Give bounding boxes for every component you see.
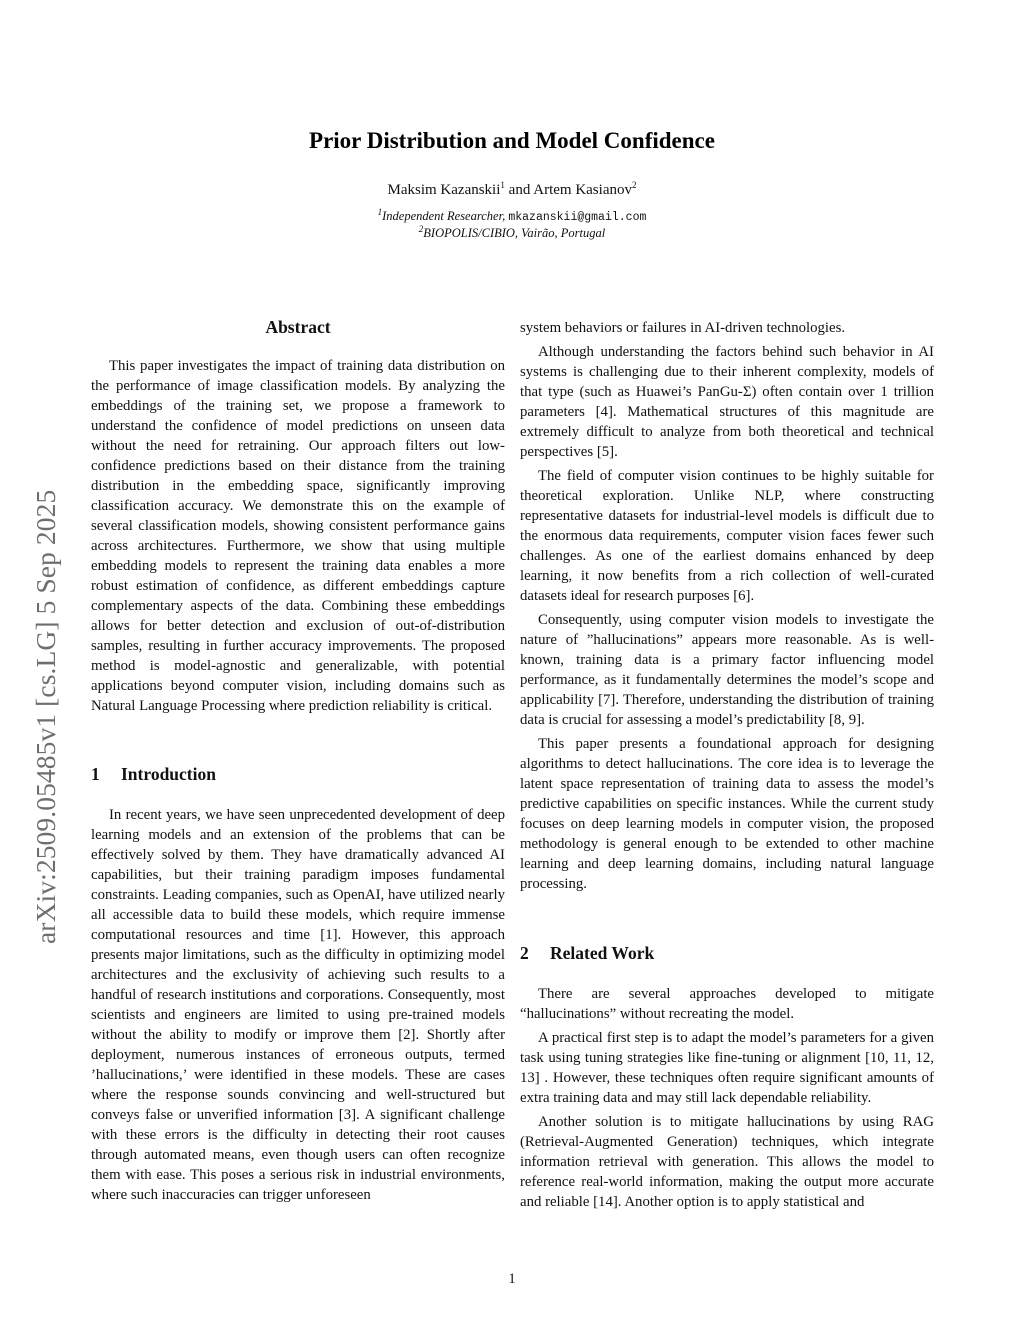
paragraph: system behaviors or failures in AI-driven technologies. (520, 320, 846, 336)
abstract-text: This paper investigates the impact of training data distribution on the performance of image classification models. By analyzing the embeddings of the training set, we propose a framework to understand the confidence of model predictions on unseen data without the need for retraining. Our approach filters out low-confidence predictions based on their distance from the training distribution in the embedding space, significantly improving classification accuracy. We demonstrate this on the example of several classification models, showing consistent performance gains across architectures. Furthermore, we show that using multiple embedding models to represent the training data enables a more robust estimation of confidence, as different embeddings capture complementary aspects of the data. Combining these embeddings allows for better detection and exclusion of out-of-distribution samples, resulting in further accuracy improvements. The proposed method is model-agnostic and generalizable, with potential applications beyond computer vision, including domains such as Natural Language Processing where prediction reliability is critical. (91, 358, 505, 714)
affiliation-name: BIOPOLIS/CIBIO, Vairão, Portugal (423, 226, 606, 240)
paragraph: A practical first step is to adapt the model’s parameters for a given task using tuning strategies like fine-tuning or alignment [10, 11, 12, 13] . However, these techniques often require significant amounts of extra training data and may still lack dependable reliability. (520, 1030, 934, 1106)
paragraph: Consequently, using computer vision models to investigate the nature of ”hallucinations” appears more reasonable. As is well-known, training data is a primary factor influencing model performance, as it fundamentally determines the model’s scope and applicability [7]. Therefore, understanding the distribution of training data is crucial for assessing a model’s predictability [8, 9]. (520, 612, 934, 728)
section-title: Introduction (121, 764, 216, 784)
author-conjunction: and (504, 182, 534, 198)
related-work-section (520, 942, 934, 1212)
affiliation-marker: 2 (631, 180, 637, 190)
email-link[interactable]: mkazanskii@gmail.com (508, 211, 647, 224)
paragraph: The field of computer vision continues to be highly suitable for theoretical exploration. Unlike NLP, where constructing representative datasets for industrial-level models is difficult due to the enormous data requirements, computer vision faces fewer such challenges. As one of the earliest domains enhanced by deep learning, it now benefits from a rich collection of well-curated datasets ideal for research purposes [6]. (520, 468, 934, 604)
paragraph: Although understanding the factors behind such behavior in AI systems is challenging due to their inherent complexity, models of that type (such as Huawei’s PanGu-Σ) often contain over 1 trillion parameters [4]. Mathematical structures of this magnitude are extremely difficult to analyze from both theoretical and technical perspectives [5]. (520, 344, 934, 460)
paragraph: Another solution is to mitigate hallucinations by using RAG (Retrieval-Augmented Generation) techniques, which integrate information retrieval with generation. This allows the model to reference real-world information, making the output more accurate and reliable [14]. Another option is to apply statistical and (520, 1114, 934, 1210)
section-number: 1 (91, 764, 100, 784)
affiliation-marker: 2 (418, 223, 424, 234)
section-title: Related Work (550, 943, 655, 963)
section-number: 2 (520, 943, 529, 963)
affiliation-line (0, 206, 1024, 224)
paragraph: In recent years, we have seen unprecedented development of deep learning models and an extension of the problems that can be effectively solved by them. They have dramatically advanced AI capabilities, but their training paradigm imposes fundamental constraints. Leading companies, such as OpenAI, have utilized nearly all accessible data to build these models, which require immense computational resources and time [1]. However, this approach presents major limitations, such as the difficulty in optimizing model architectures and the exclusivity of achieving such results to a handful of research institutions and corporations. Consequently, most scientists and engineers are limited to using pre-trained models without the ability to modify or improve them [2]. Shortly after deployment, numerous instances of erroneous outputs, termed ’hallucinations,’ were identified in these models. These are cases where the response sounds convincing and well-structured but conveys false or unverified information [3]. A significant challenge with these errors is the difficulty in detecting their root causes through automated means, even though users can often recognize them with ease. This poses a serious risk in industrial environments, where such inaccuracies can trigger unforeseen (91, 807, 505, 1203)
introduction-section (91, 763, 505, 1205)
author-name: Maksim Kazanskii (387, 182, 501, 198)
affiliation-name: Independent Researcher, (382, 209, 509, 223)
section-heading (520, 942, 934, 964)
affiliation-marker: 1 (377, 206, 383, 217)
affiliation-marker: 1 (500, 180, 505, 190)
paper-title: Prior Distribution and Model Confidence (309, 128, 715, 153)
paragraph: This paper presents a foundational approach for designing algorithms to detect hallucinations. The core idea is to leverage the latent space representation of training data to assess the model’s predictive capabilities on specific instances. While the current study focuses on deep learning models in computer vision, the proposed methodology is general enough to be extended to other machine learning and deep learning domains, including natural language processing. (520, 736, 934, 892)
author-name: Artem Kasianov (533, 182, 632, 198)
affiliation-line (0, 223, 1024, 241)
section-heading (91, 763, 505, 785)
abstract-heading: Abstract (265, 317, 331, 337)
right-column (520, 318, 934, 894)
paragraph: There are several approaches developed to mitigate “hallucinations” without recreating the model. (520, 986, 934, 1022)
page-number: 1 (508, 1271, 516, 1287)
author-line (0, 182, 1024, 199)
left-column (91, 316, 505, 716)
arxiv-identifier-stamp[interactable]: arXiv:2509.05485v1 [cs.LG] 5 Sep 2025 (30, 489, 61, 944)
